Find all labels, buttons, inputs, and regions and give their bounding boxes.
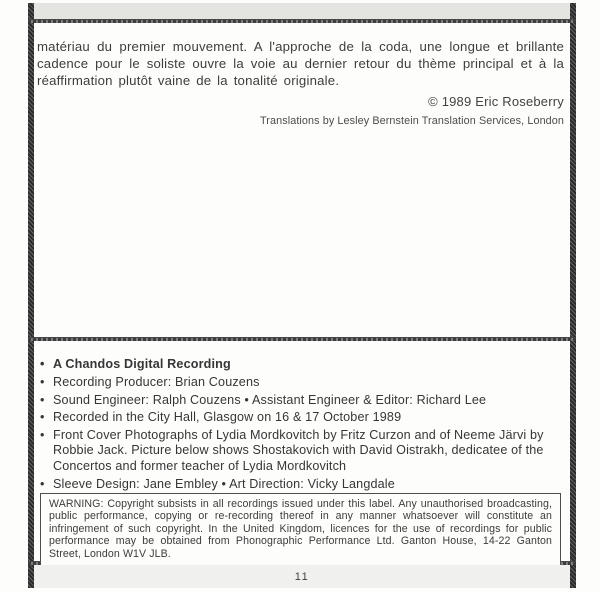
french-paragraph: matériau du premier mouvement. A l'approche de la coda, une longue et brillante cadence pour le soliste ouvre la voie au dernier retour du thème principal et à la réaffirmation plutôt vaine de la tonalité originale.: [37, 39, 564, 88]
credit-item-cover-photographs: • Front Cover Photographs of Lydia Mordkovitch by Fritz Curzon and of Neeme Järvi by Robbie Jack. Picture below shows Shostakovich with David Oistrakh, dedicatee of the Concertos and former teacher of Lydia Mordkovitch: [40, 428, 564, 474]
middle-rule: [28, 337, 576, 341]
warning-box: [40, 493, 561, 567]
left-frame-bar: [28, 3, 34, 588]
copyright-line: © 1989 Eric Roseberry: [428, 94, 564, 109]
credit-item-sound-engineer: • Sound Engineer: Ralph Couzens • Assistant Engineer & Editor: Richard Lee: [40, 393, 564, 408]
liner-notes-section: [37, 23, 564, 337]
right-frame-bar: [570, 3, 576, 588]
credit-item-chandos-digital: • A Chandos Digital Recording: [40, 357, 564, 372]
credit-item-recorded-location: • Recorded in the City Hall, Glasgow on 16 & 17 October 1989: [40, 410, 564, 425]
footer-strip: [34, 565, 570, 588]
credits-list: [40, 357, 564, 494]
warning-text: WARNING: Copyright subsists in all recordings issued under this label. Any unauthorised broadcasting, public performance, copying or re-recording thereof in any manner whatsoever will constitute an infringement of such copyright. In the United Kingdom, licences for the use of recordings for public performance may be obtained from Phonographic Performance Ltd. Ganton House, 14-22 Ganton Street, London W1V JLB.: [49, 498, 552, 560]
credit-item-recording-producer: • Recording Producer: Brian Couzens: [40, 375, 564, 390]
credit-item-sleeve-design: • Sleeve Design: Jane Embley • Art Direction: Vicky Langdale: [40, 477, 564, 492]
page-number: 11: [294, 570, 310, 583]
top-edge-strip: [34, 3, 570, 19]
translations-line: Translations by Lesley Bernstein Translation Services, London: [260, 115, 564, 127]
